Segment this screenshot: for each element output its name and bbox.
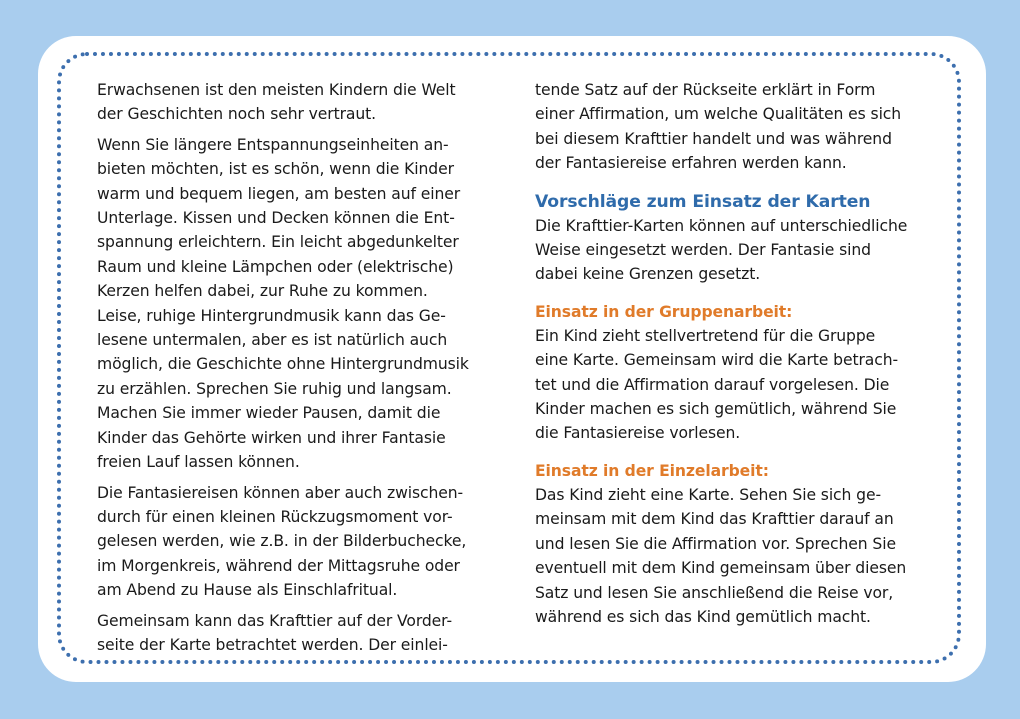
section-heading-card-suggestions: Vorschläge zum Einsatz der Karten (535, 191, 871, 212)
subheading-group-work: Einsatz in der Gruppenarbeit: (535, 302, 793, 321)
right-column (535, 78, 935, 629)
paragraph-card-suggestions: Die Krafttier-Karten können auf unterschiedliche Weise eingesetzt werden. Der Fantasie sind dabei keine Grenzen gesetzt. (535, 216, 908, 284)
paragraph-group-work: Ein Kind zieht stellvertretend für die Gruppe eine Karte. Gemeinsam wird die Karte betrach- tet und die Affirmation darauf vorgelesen. Die Kinder machen es sich gemütlich, während Sie die Fantasiereise vorlesen. (535, 326, 899, 443)
paragraph-usage-moments: Die Fantasiereisen können aber auch zwischen- durch für einen kleinen Rückzugsmoment vor- gelesen werden, wie z.B. in der Bilderbuchecke, im Morgenkreis, während der Mittagsruhe oder am Abend zu Hause als Einschlafritual. (97, 483, 467, 600)
paragraph-intro-continuation: Erwachsenen ist den meisten Kindern die Welt der Geschichten noch sehr vertraut. (97, 81, 456, 124)
paragraph-individual-work: Das Kind zieht eine Karte. Sehen Sie sich ge- meinsam mit dem Kind das Krafttier darauf an und lesen Sie die Affirmation vor. Sprechen Sie eventuell mit dem Kind gemeinsam über diesen Satz und lesen Sie anschließend die Reise vor, während es sich das Kind gemütlich macht. (535, 485, 907, 626)
left-column (97, 78, 497, 657)
paragraph-relaxation-setup: Wenn Sie längere Entspannungseinheiten an- bieten möchten, ist es schön, wenn die Kinder warm und bequem liegen, am besten auf einer Unterlage. Kissen und Decken können die Ent- spannung erleichtern. Ein leicht abgedunkelter Raum und kleine Lämpchen oder (elektrische) Kerzen helfen dabei, zur Ruhe zu kommen. Leise, ruhige Hintergrundmusik kann das Ge- lesene untermalen, aber es ist natürlich auch möglich, die Geschichte ohne Hintergrundmusik zu erzählen. Sprechen Sie ruhig und langsam. Machen Sie immer wieder Pausen, damit die Kinder das Gehörte wirken und ihrer Fantasie freien Lauf lassen können. (97, 135, 469, 472)
subheading-individual-work: Einsatz in der Einzelarbeit: (535, 461, 769, 480)
paragraph-affirmation-explanation: tende Satz auf der Rückseite erklärt in Form einer Affirmation, um welche Qualitäten es sich bei diesem Krafttier handelt und was während der Fantasiereise erfahren werden kann. (535, 81, 902, 173)
paragraph-card-viewing: Gemeinsam kann das Krafttier auf der Vorder- seite der Karte betrachtet werden. Der einlei- (97, 611, 453, 654)
